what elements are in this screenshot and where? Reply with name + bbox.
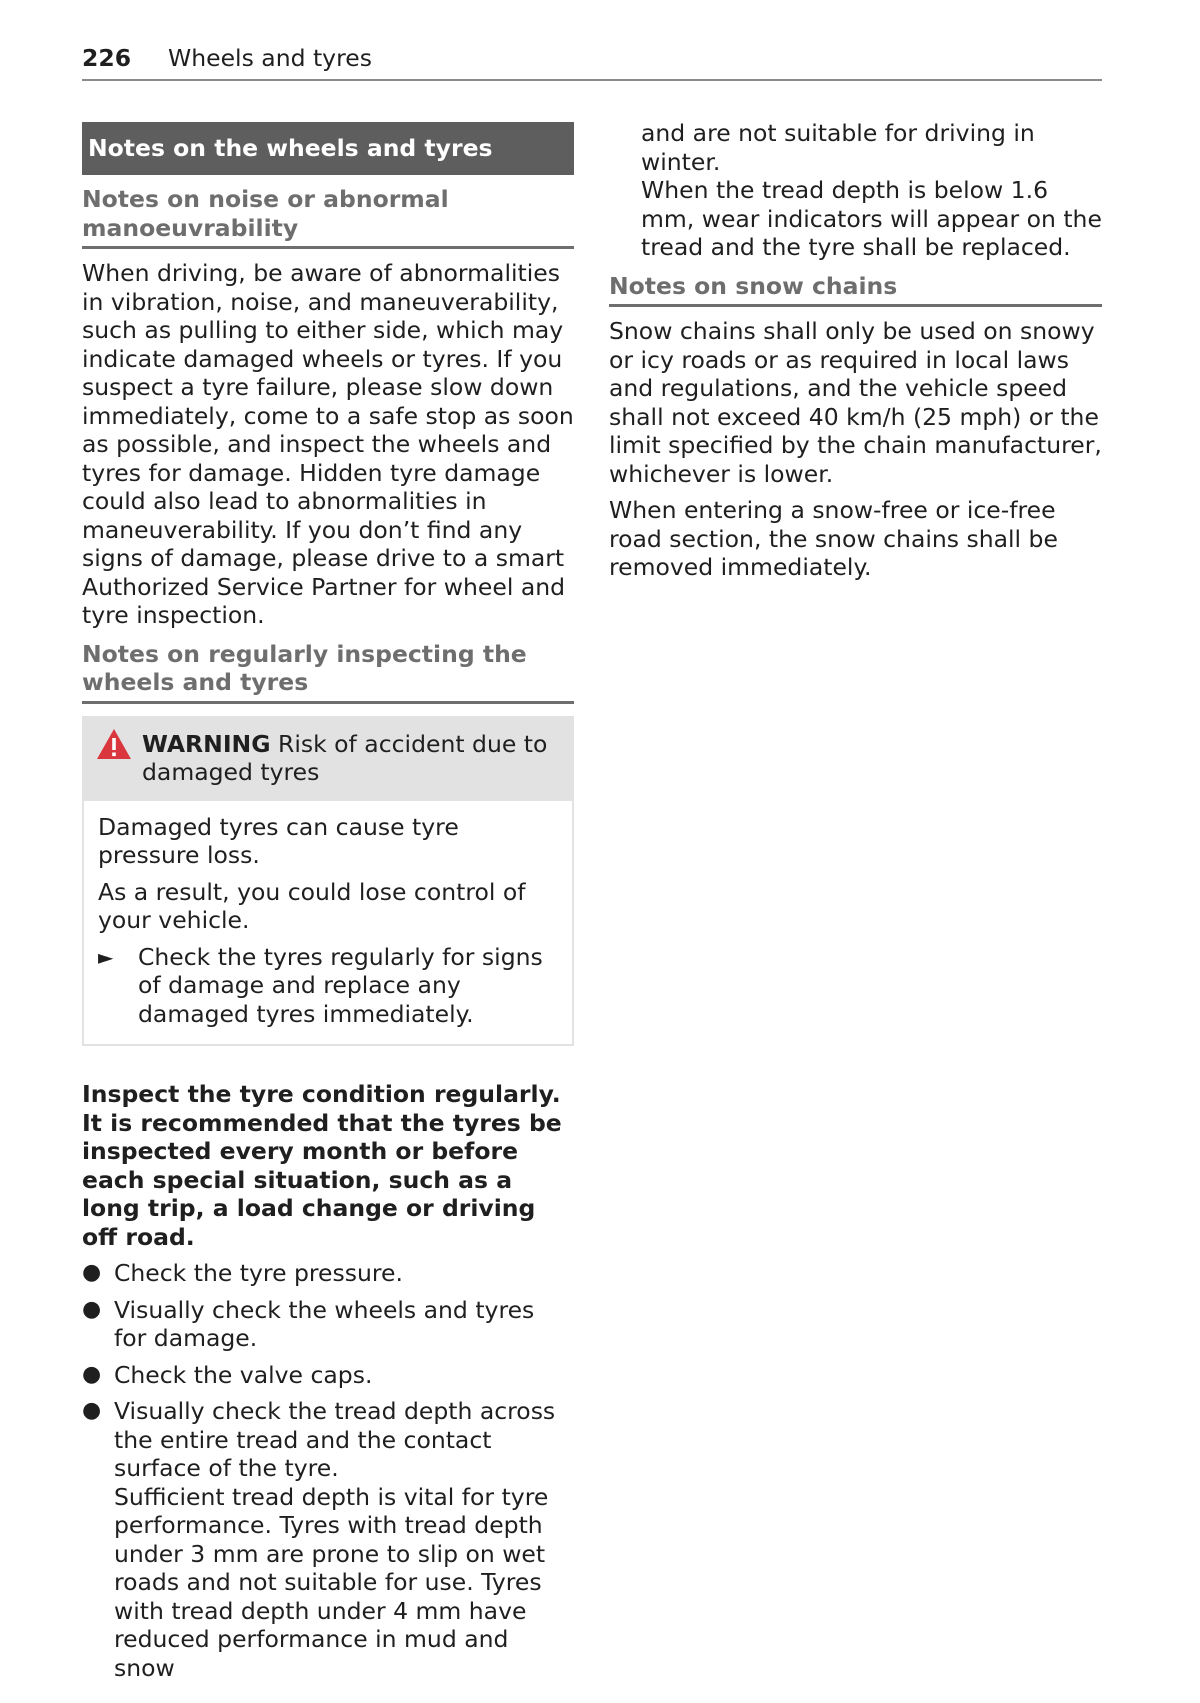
snow-chains-heading: Notes on snow chains bbox=[609, 272, 1102, 308]
checklist-item-4-detail: Sufficient tread depth is vital for tyre performance. Tyres with tread depth under 3 mm are prone to slip on wet roads and not suitable for use. Tyres with tread depth under 4 mm have reduced performance in mud and snow bbox=[114, 1482, 549, 1682]
checklist-item-4: Visually check the tread depth across the entire tread and the contact surface of the tyre. bbox=[114, 1397, 556, 1482]
list-item bbox=[82, 1361, 574, 1390]
section-title: Notes on the wheels and tyres bbox=[82, 122, 574, 175]
warning-title: Risk of accident due to damaged tyres bbox=[142, 729, 548, 786]
warning-para-1: Damaged tyres can cause tyre pressure loss. bbox=[98, 812, 459, 869]
checklist-item-4-block bbox=[114, 1397, 574, 1682]
warning-box bbox=[82, 716, 574, 1047]
noise-body: When driving, be aware of abnormalities in vibration, noise, and maneuverability, such as pulling to either side, which may indicate damaged wheels or tyres. If you suspect a tyre failure, please slow down immediately, come to a safe stop as soon as possible, and inspect the wheels and tyres for damage. Hidden tyre damage could also lead to abnormalities in maneuverability. If you don’t find any signs of damage, please drive to a smart Authorized Service Partner for wheel and tyre inspection. bbox=[82, 259, 574, 629]
chapter-title: Wheels and tyres bbox=[168, 44, 372, 72]
list-item bbox=[82, 1397, 574, 1682]
continuation-text: and are not suitable for driving in winter. bbox=[641, 119, 1035, 176]
left-column bbox=[82, 122, 574, 1690]
continuation-block bbox=[609, 119, 1102, 262]
warning-action-text: Check the tyres regularly for signs of damage and replace any damaged tyres immediately. bbox=[138, 942, 543, 1028]
condition-intro: Inspect the tyre condition regularly. It is recommended that the tyres be inspected every month or before each special situation, such as a long trip, a load change or driving off road. bbox=[82, 1080, 562, 1251]
warning-label: WARNING bbox=[142, 729, 271, 758]
right-column bbox=[609, 119, 1102, 590]
bullet-dot-icon: ● bbox=[82, 1361, 102, 1387]
checklist-item-2: Visually check the wheels and tyres for damage. bbox=[114, 1295, 535, 1352]
bullet-dot-icon: ● bbox=[82, 1398, 102, 1423]
list-item bbox=[82, 1296, 574, 1353]
bullet-dot-icon: ● bbox=[82, 1296, 102, 1322]
page-header bbox=[82, 44, 1102, 81]
warning-triangle-icon bbox=[96, 728, 132, 760]
noise-heading: Notes on noise or abnormal manoeuvrability bbox=[82, 185, 574, 249]
arrow-right-icon: ► bbox=[98, 944, 114, 969]
list-item bbox=[82, 1259, 574, 1288]
checklist bbox=[82, 1259, 574, 1682]
snow-chains-para-1: Snow chains shall only be used on snowy or icy roads or as required in local laws and regulations, and the vehicle speed shall not exceed 40 km/h (25 mph) or the limit specified by the chain manufacturer, whichever is lower. bbox=[609, 317, 1102, 488]
checklist-item-1: Check the tyre pressure. bbox=[114, 1259, 403, 1287]
warning-para-2: As a result, you could lose control of your vehicle. bbox=[98, 877, 526, 934]
bullet-dot-icon: ● bbox=[82, 1260, 102, 1285]
page-number: 226 bbox=[82, 44, 132, 72]
inspect-heading: Notes on regularly inspecting the wheels and tyres bbox=[82, 640, 574, 704]
snow-chains-para-2: When entering a snow-free or ice-free road section, the snow chains shall be removed immediately. bbox=[609, 496, 1058, 581]
wear-indicator-text: When the tread depth is below 1.6 mm, wear indicators will appear on the tread and the tyre shall be replaced. bbox=[641, 176, 1102, 261]
warning-action bbox=[98, 943, 560, 1029]
warning-header bbox=[84, 718, 572, 801]
checklist-item-3: Check the valve caps. bbox=[114, 1360, 373, 1389]
warning-title-block bbox=[142, 730, 562, 787]
warning-body bbox=[84, 801, 572, 1045]
